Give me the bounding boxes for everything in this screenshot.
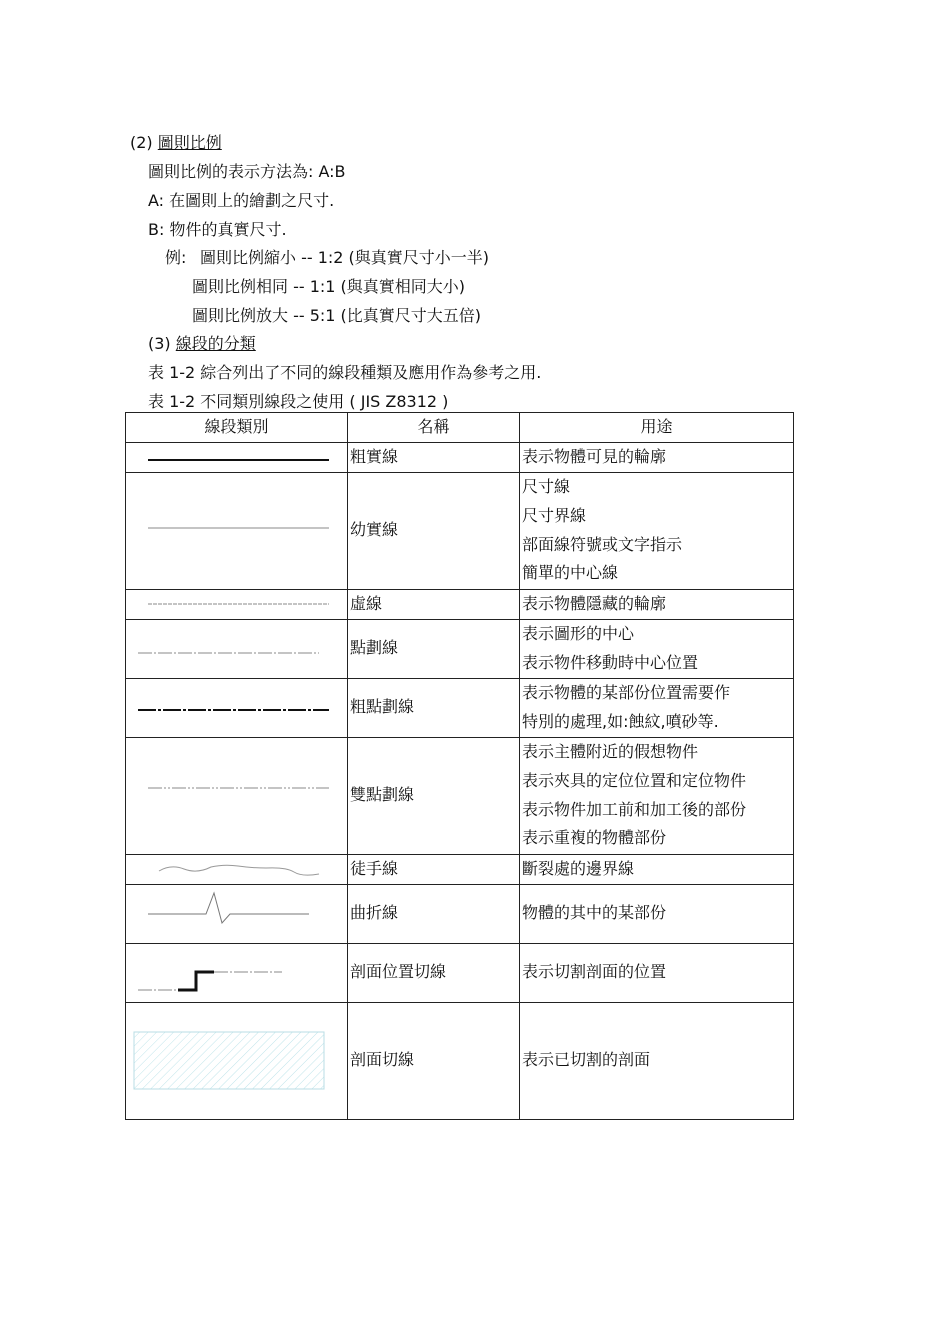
row-name: 剖面切線	[348, 1002, 520, 1119]
header-name: 名稱	[348, 413, 520, 443]
table-row	[126, 854, 794, 884]
table-row	[126, 472, 794, 589]
section3-heading	[148, 334, 256, 354]
header-line-type: 線段類別	[126, 413, 348, 443]
row-uses	[520, 1002, 794, 1119]
example-line: 圖則比例放大 -- 5:1 (比真實尺寸大五倍)	[192, 306, 482, 325]
row-name: 粗點劃線	[348, 678, 520, 737]
row-name: 剖面位置切線	[348, 943, 520, 1002]
use-line: 特別的處理,如:蝕紋,噴砂等.	[522, 711, 719, 731]
table-row	[126, 943, 794, 1002]
dashed-line-sample	[126, 589, 348, 619]
table-header-row	[126, 413, 794, 443]
row-uses	[520, 884, 794, 943]
row-uses	[520, 737, 794, 854]
row-name: 粗實線	[348, 442, 520, 472]
use-line: 表示主體附近的假想物件	[522, 742, 699, 762]
use-line: 表示物件移動時中心位置	[522, 652, 699, 672]
paragraph-line: B: 物件的真實尺寸.	[148, 220, 287, 239]
header-usage: 用途	[520, 413, 794, 443]
use-line: 表示物體的某部份位置需要作	[522, 683, 731, 702]
use-line: 尺寸線	[522, 477, 571, 497]
row-uses	[520, 442, 794, 472]
thick-chain-line-sample	[126, 678, 348, 737]
cutting-plane-line-sample	[126, 943, 348, 1002]
row-name: 曲折線	[348, 884, 520, 943]
row-uses	[520, 589, 794, 619]
use-line: 表示夾具的定位位置和定位物件	[522, 771, 747, 790]
example-label: 例:	[165, 248, 187, 267]
section2-title: 圖則比例	[157, 133, 222, 152]
use-line: 尺寸界線	[522, 506, 587, 525]
use-line: 斷裂處的邊界線	[522, 858, 635, 878]
use-line: 表示已切割的剖面	[522, 1050, 651, 1070]
row-uses	[520, 619, 794, 678]
table-caption: 表 1-2 不同類別線段之使用 ( JIS Z8312 )	[148, 392, 449, 411]
use-line: 表示物件加工前和加工後的部份	[522, 799, 747, 819]
row-uses	[520, 678, 794, 737]
table-row	[126, 442, 794, 472]
table-row	[126, 619, 794, 678]
zigzag-line-sample	[126, 884, 348, 943]
example-line: 圖則比例相同 -- 1:1 (與真實相同大小)	[192, 277, 466, 296]
use-line: 物體的其中的某部份	[522, 903, 667, 923]
example-line: 圖則比例縮小 -- 1:2 (與真實尺寸小一半)	[200, 248, 490, 267]
chain-line-sample	[126, 619, 348, 678]
row-uses	[520, 943, 794, 1002]
thick-solid-line-sample	[126, 442, 348, 472]
row-uses	[520, 472, 794, 589]
section-hatch-sample	[126, 1002, 348, 1119]
use-line: 表示物體可見的輪廓	[522, 446, 667, 466]
section3-intro: 表 1-2 綜合列出了不同的線段種類及應用作為參考之用.	[148, 363, 542, 382]
use-line: 部面線符號或文字指示	[522, 534, 683, 554]
section2-heading	[130, 133, 222, 153]
table-row	[126, 589, 794, 619]
thin-solid-line-sample	[126, 472, 348, 589]
section2-number: (2)	[130, 133, 153, 152]
table-row	[126, 678, 794, 737]
double-chain-line-sample	[126, 737, 348, 854]
table-row	[126, 737, 794, 854]
freehand-line-sample	[126, 854, 348, 884]
row-name: 徒手線	[348, 854, 520, 884]
use-line: 表示圖形的中心	[522, 624, 635, 643]
paragraph-line: 圖則比例的表示方法為: A:B	[148, 162, 346, 181]
section3-number: (3)	[148, 334, 171, 353]
row-name: 點劃線	[348, 619, 520, 678]
use-line: 表示物體隱藏的輪廓	[522, 593, 667, 613]
use-line: 簡單的中心線	[522, 563, 619, 583]
section3-title: 線段的分類	[175, 334, 256, 353]
row-uses	[520, 854, 794, 884]
row-name: 雙點劃線	[348, 737, 520, 854]
paragraph-line: A: 在圖則上的繪劃之尺寸.	[148, 191, 335, 210]
table-row	[126, 1002, 794, 1119]
row-name: 幼實線	[348, 472, 520, 589]
use-line: 表示重複的物體部份	[522, 828, 667, 848]
line-types-table	[125, 412, 794, 1120]
row-name: 虛線	[348, 589, 520, 619]
table-row	[126, 884, 794, 943]
use-line: 表示切割剖面的位置	[522, 962, 667, 982]
